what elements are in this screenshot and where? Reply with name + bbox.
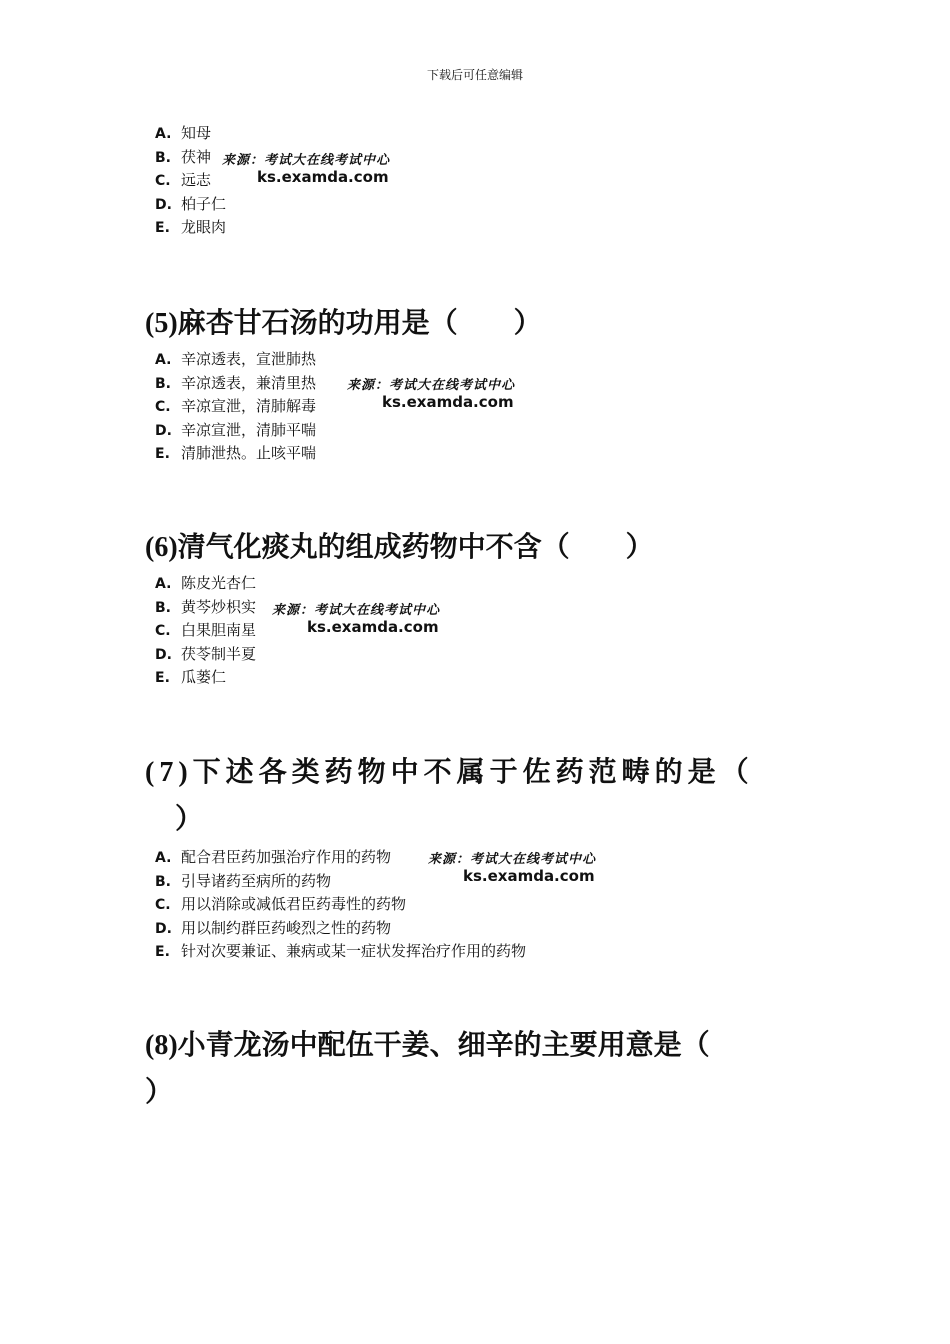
watermark-source: 来源：考试大在线考试中心 xyxy=(272,603,441,618)
watermark-source: 来源：考试大在线考试中心 xyxy=(347,378,516,393)
question-title: (7)下述各类药物中不属于佐药范畴的是（ ） xyxy=(145,755,754,835)
watermark xyxy=(428,848,596,885)
watermark-url: ks.examda.com xyxy=(257,168,389,186)
q6-option-c[interactable]: C. 白果胆南星 xyxy=(155,621,257,639)
q6-option-a[interactable]: A. 陈皮光杏仁 xyxy=(155,574,257,592)
watermark-url: ks.examda.com xyxy=(463,867,595,885)
question-number: (8) xyxy=(145,1030,178,1061)
q7-option-d[interactable]: D. 用以制约群臣药峻烈之性的药物 xyxy=(155,918,392,937)
watermark-source: 来源：考试大在线考试中心 xyxy=(222,153,391,168)
q4-option-b[interactable]: B. 茯神 xyxy=(155,147,212,166)
watermark-url: ks.examda.com xyxy=(307,618,439,636)
q4-option-a[interactable]: A. 知母 xyxy=(155,124,212,142)
q5-option-d[interactable]: D. 辛凉宣泄，清肺平喘 xyxy=(155,420,317,439)
question-number: (5) xyxy=(145,308,178,339)
watermark xyxy=(347,374,515,411)
question-number: (6) xyxy=(145,532,178,563)
q7-option-c[interactable]: C. 用以消除或减低君臣药毒性的药物 xyxy=(155,895,407,913)
q6-options xyxy=(155,572,256,690)
q5-option-b[interactable]: B. 辛凉透表，兼清里热 xyxy=(155,373,317,392)
q4-option-d[interactable]: D. 柏子仁 xyxy=(155,194,227,213)
question-title: (6)清气化痰丸的组成药物中不含（ ） xyxy=(145,530,654,563)
q7-option-e[interactable]: E. 针对次要兼证、兼病或某一症状发挥治疗作用的药物 xyxy=(155,942,527,960)
q4-option-e[interactable]: E. 龙眼肉 xyxy=(155,218,227,236)
question-number: (7) xyxy=(145,757,193,788)
watermark xyxy=(272,599,440,636)
q7-option-a[interactable]: A. 配合君臣药加强治疗作用的药物 xyxy=(155,848,392,866)
watermark-source: 来源：考试大在线考试中心 xyxy=(428,852,597,867)
q5-option-a[interactable]: A. 辛凉透表，宣泄肺热 xyxy=(155,350,317,368)
q6-option-e[interactable]: E. 瓜蒌仁 xyxy=(155,668,227,686)
question-title: (5)麻杏甘石汤的功用是（ ） xyxy=(145,306,542,339)
watermark xyxy=(222,149,390,186)
q6-option-b[interactable]: B. 黄芩炒枳实 xyxy=(155,597,257,616)
q6-option-d[interactable]: D. 茯苓制半夏 xyxy=(155,644,257,663)
q4-options xyxy=(155,122,226,240)
q5-option-c[interactable]: C. 辛凉宣泄，清肺解毒 xyxy=(155,397,317,415)
q5-options xyxy=(155,348,316,466)
q7-option-b[interactable]: B. 引导诸药至病所的药物 xyxy=(155,871,332,890)
page-header: 下载后可任意编辑 xyxy=(426,68,523,82)
question-title: (8)小青龙汤中配伍干姜、细辛的主要用意是（ ） xyxy=(145,1028,710,1108)
watermark-url: ks.examda.com xyxy=(382,393,514,411)
q4-option-c[interactable]: C. 远志 xyxy=(155,171,212,189)
q5-option-e[interactable]: E. 清肺泄热。止咳平喘 xyxy=(155,444,317,462)
